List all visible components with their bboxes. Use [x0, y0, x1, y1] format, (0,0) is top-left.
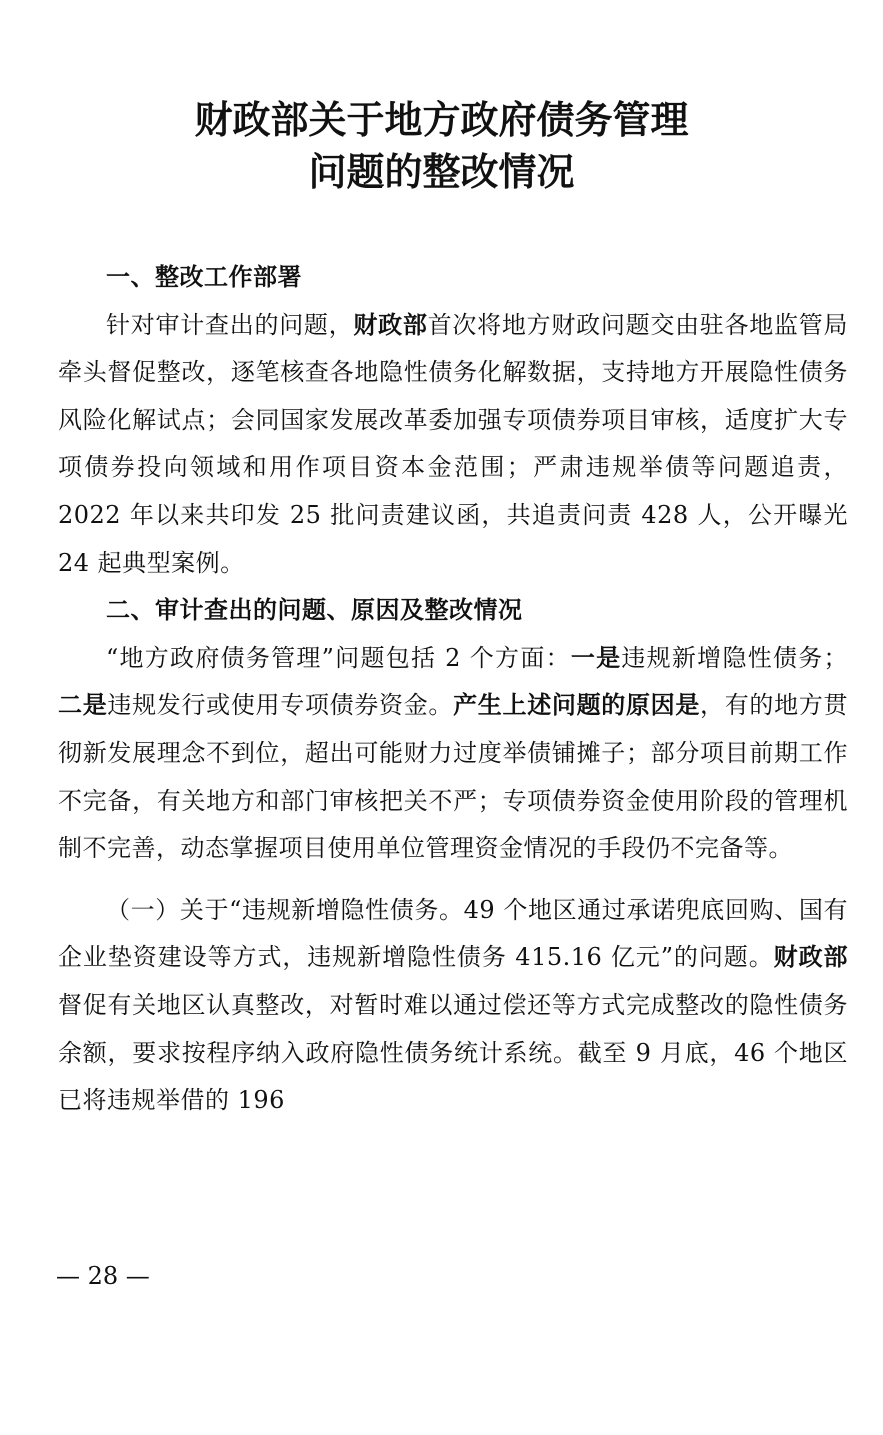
text-run: “地方政府债务管理”问题包括 2 个方面：: [106, 643, 571, 672]
bold-run: 一是: [570, 643, 622, 672]
page-number: — 28 —: [56, 1262, 150, 1290]
document-title-line-2: 问题的整改情况: [308, 149, 575, 194]
section-2-paragraph-1: [58, 635, 848, 873]
section-1-paragraph-1: [58, 302, 848, 588]
bold-run: 产生上述问题的原因是: [453, 691, 701, 720]
text-run: 违规发行或使用专项债券资金。: [107, 691, 454, 720]
section-2-heading: 二、审计查出的问题、原因及整改情况: [106, 596, 523, 625]
text-run: 违规新增隐性债务；: [621, 643, 849, 672]
bold-run: 财政部: [773, 943, 849, 972]
text-run: 首次将地方财政问题交由驻各地监管局牵头督促整改，逐笔核查各地隐性债务化解数据，支持地方开展隐性债务风险化解试点；会同国家发展改革委加强专项债券项目审核，适度扩大专项债券投向领域和用作项目资本金范围；严肃违规举债等问题追责，2022 年以来共印发 25 批问责建议函，共追责问责 428 人，公开曝光 24 起典型案例。: [58, 310, 849, 577]
text-run: 督促有关地区认真整改，对暂时难以通过偿还等方式完成整改的隐性债务余额，要求按程序纳入政府隐性债务统计系统。截至 9 月底，46 个地区已将违规举借的 196: [58, 990, 848, 1115]
bold-run: 二是: [58, 691, 108, 720]
document-title-line-1: 财政部关于地方政府债务管理: [194, 97, 689, 142]
bold-run: 财政部: [353, 310, 428, 339]
text-run: 针对审计查出的问题，: [106, 310, 354, 339]
text-run: （一）关于“违规新增隐性债务。49 个地区通过承诺兜底回购、国有企业垫资建设等方式，违规新增隐性债务 415.16 亿元”的问题。: [58, 895, 848, 972]
document-body: [58, 254, 848, 1125]
section-1-heading: 一、整改工作部署: [106, 263, 302, 291]
text-run: ，有的地方贯彻新发展理念不到位，超出可能财力过度举债铺摊子；部分项目前期工作不完备，有关地方和部门审核把关不严；专项债券资金使用阶段的管理机制不完善，动态掌握项目使用单位管理资金情况的手段仍不完备等。: [58, 691, 849, 863]
section-2-paragraph-2: [58, 887, 848, 1125]
